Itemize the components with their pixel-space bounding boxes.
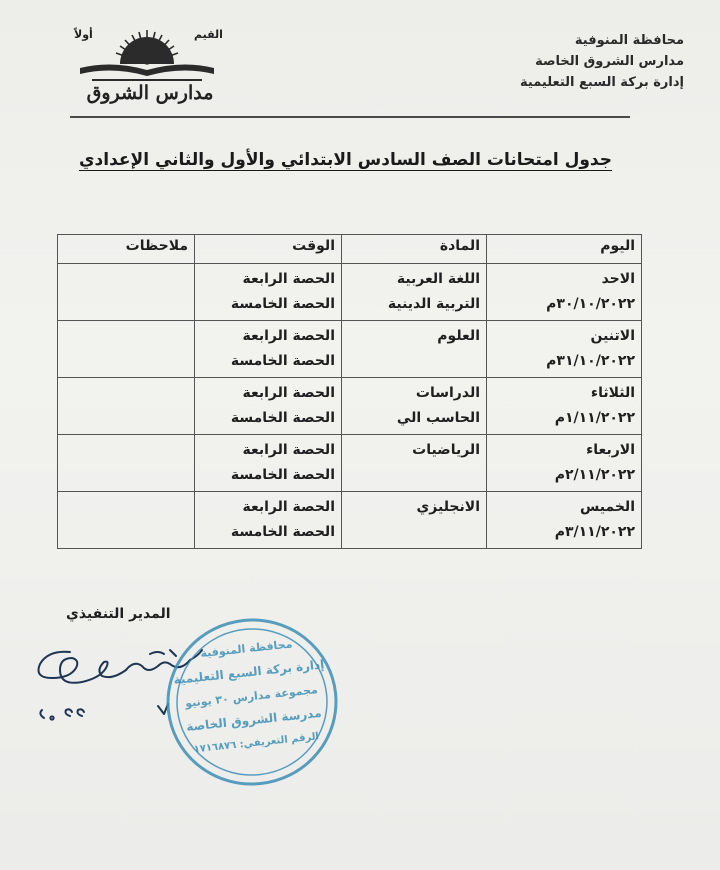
subject-cell bbox=[342, 378, 487, 435]
subject-primary: اللغة العربية bbox=[396, 271, 480, 287]
period-second: الحصة الخامسة bbox=[230, 353, 335, 369]
header-divider bbox=[70, 116, 630, 118]
logo-school-name: مدارس الشروق bbox=[86, 82, 214, 104]
table-header-row bbox=[58, 235, 642, 264]
subject-secondary: الحاسب الي bbox=[396, 410, 480, 426]
day-cell bbox=[487, 435, 642, 492]
table-row bbox=[58, 492, 642, 549]
day-name: الاربعاء bbox=[586, 442, 635, 458]
day-cell bbox=[487, 492, 642, 549]
time-cell bbox=[195, 321, 342, 378]
day-cell bbox=[487, 321, 642, 378]
school-label: مدارس الشروق الخاصة bbox=[535, 54, 684, 69]
period-second: الحصة الخامسة bbox=[230, 410, 335, 426]
time-cell bbox=[195, 264, 342, 321]
day-name: الاتنين bbox=[590, 328, 635, 344]
day-name: الاحد bbox=[601, 271, 635, 287]
subject-cell bbox=[342, 321, 487, 378]
header-day: اليوم bbox=[487, 235, 642, 264]
stamp-line-1: محافظة المنوفية bbox=[199, 637, 293, 661]
subject-primary: الدراسات bbox=[415, 385, 480, 401]
subject-primary: الرياضيات bbox=[412, 442, 480, 458]
table-row bbox=[58, 435, 642, 492]
exam-date: ٣١/١٠/٢٠٢٢م bbox=[546, 353, 635, 369]
page-title: جدول امتحانات الصف السادس الابتدائي والأول والثاني الإعدادي bbox=[78, 150, 612, 170]
administration-label: إدارة بركة السبع التعليمية bbox=[520, 75, 684, 90]
period-second: الحصة الخامسة bbox=[230, 467, 335, 483]
notes-cell bbox=[58, 264, 195, 321]
table-row bbox=[58, 378, 642, 435]
stamp-line-5: الرقم التعريفي: ١٧١٦٨٧٦ bbox=[193, 731, 320, 756]
period-second: الحصة الخامسة bbox=[230, 524, 335, 540]
day-name: الثلاثاء bbox=[590, 385, 635, 401]
subject-cell bbox=[342, 435, 487, 492]
stamp-line-4: مدرسة الشروق الخاصة bbox=[185, 705, 323, 734]
exam-date: ١/١١/٢٠٢٢م bbox=[554, 410, 635, 426]
time-cell bbox=[195, 492, 342, 549]
exam-date: ٣/١١/٢٠٢٢م bbox=[554, 524, 635, 540]
header-notes: ملاحظات bbox=[58, 235, 195, 264]
period-first: الحصة الرابعة bbox=[242, 271, 335, 287]
exam-date: ٣٠/١٠/٢٠٢٢م bbox=[546, 296, 635, 312]
table-row bbox=[58, 321, 642, 378]
governorate-label: محافظة المنوفية bbox=[574, 33, 684, 48]
time-cell bbox=[195, 435, 342, 492]
day-cell bbox=[487, 264, 642, 321]
subject-cell bbox=[342, 492, 487, 549]
day-cell bbox=[487, 378, 642, 435]
subject-secondary: التربية الدينية bbox=[387, 296, 480, 312]
header-subject: المادة bbox=[342, 235, 487, 264]
header-block bbox=[520, 30, 684, 93]
notes-cell bbox=[58, 492, 195, 549]
period-first: الحصة الرابعة bbox=[242, 385, 335, 401]
header-time: الوقت bbox=[195, 235, 342, 264]
period-first: الحصة الرابعة bbox=[242, 442, 335, 458]
exam-date: ٢/١١/٢٠٢٢م bbox=[554, 467, 635, 483]
table-row bbox=[58, 264, 642, 321]
signer-title: المدير التنفيذي bbox=[66, 606, 171, 622]
logo-slogan-right: القيم bbox=[194, 28, 223, 41]
official-stamp bbox=[162, 612, 342, 792]
period-first: الحصة الرابعة bbox=[242, 499, 335, 515]
stamp-line-3: مجموعة مدارس ٣٠ يونيو bbox=[184, 683, 319, 710]
school-logo bbox=[62, 24, 232, 114]
subject-primary: الانجليزي bbox=[416, 499, 480, 515]
notes-cell bbox=[58, 321, 195, 378]
stamp-seal-icon bbox=[162, 612, 342, 792]
time-cell bbox=[195, 378, 342, 435]
notes-cell bbox=[58, 378, 195, 435]
stamp-line-2: إدارة بركة السبع التعليمية bbox=[172, 657, 325, 688]
subject-primary: العلوم bbox=[437, 328, 480, 344]
period-second: الحصة الخامسة bbox=[230, 296, 335, 312]
period-first: الحصة الرابعة bbox=[242, 328, 335, 344]
notes-cell bbox=[58, 435, 195, 492]
day-name: الخميس bbox=[579, 499, 635, 515]
exam-schedule-table bbox=[57, 234, 642, 549]
subject-cell bbox=[342, 264, 487, 321]
logo-slogan-left: أولاً bbox=[74, 28, 93, 41]
